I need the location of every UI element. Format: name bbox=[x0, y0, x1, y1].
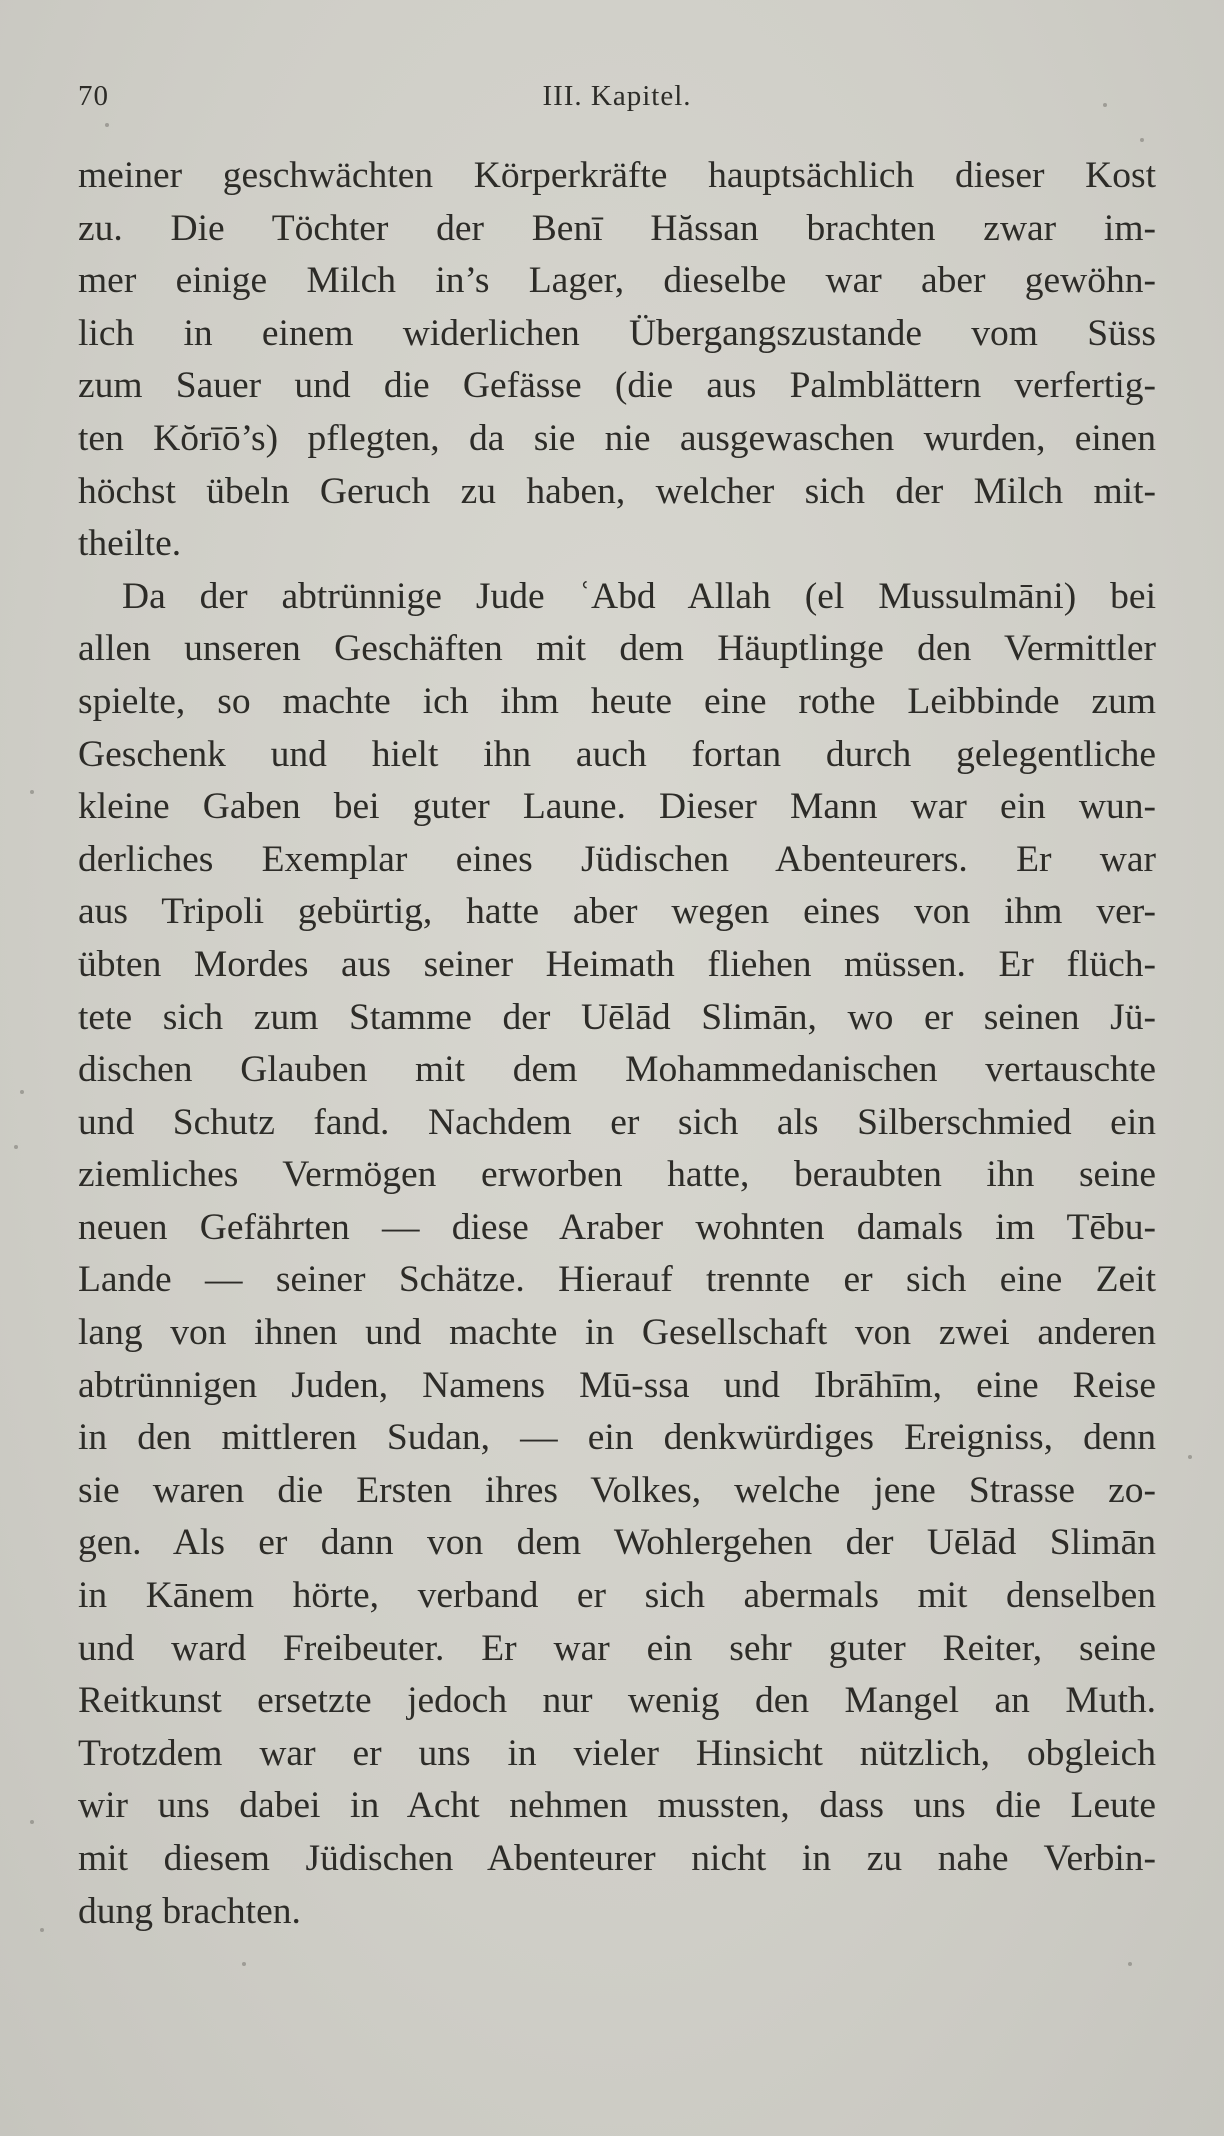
text-line: Reitkunst ersetzte jedoch nur wenig den Mangel an Muth. bbox=[78, 1680, 1156, 1722]
text-line: mit diesem Jüdischen Abenteurer nicht in zu nahe Verbin- bbox=[78, 1838, 1156, 1879]
paper-speck bbox=[20, 1090, 24, 1094]
text-line: tete sich zum Stamme der Uēlād Slimān, wo er seinen Jü- bbox=[78, 996, 1156, 1038]
text-line: meiner geschwächten Körperkräfte hauptsächlich dieser Kost bbox=[78, 155, 1156, 196]
text-line: in den mittleren Sudan, — ein denkwürdiges Ereigniss, denn bbox=[78, 1417, 1156, 1459]
paper-speck bbox=[14, 1145, 18, 1149]
text-line: spielte, so machte ich ihm heute eine rothe Leibbinde zum bbox=[78, 680, 1156, 722]
paper-speck bbox=[30, 790, 34, 794]
text-line: aus Tripoli gebürtig, hatte aber wegen eines von ihm ver- bbox=[78, 891, 1156, 933]
text-line: lang von ihnen und machte in Gesellschaft von zwei anderen bbox=[78, 1312, 1156, 1354]
paper-speck bbox=[1103, 103, 1107, 107]
paper-speck bbox=[242, 1962, 246, 1966]
text-line: Geschenk und hielt ihn auch fortan durch gelegentliche bbox=[78, 733, 1156, 775]
text-line: übten Mordes aus seiner Heimath fliehen müssen. Er flüch- bbox=[78, 943, 1156, 985]
text-line: wir uns dabei in Acht nehmen mussten, dass uns die Leute bbox=[78, 1785, 1156, 1827]
text-line: abtrünnigen Juden, Namens Mū-ssa und Ibrāhīm, eine Reise bbox=[78, 1364, 1156, 1406]
text-line: neuen Gefährten — diese Araber wohnten damals im Tēbu- bbox=[78, 1206, 1156, 1248]
text-line: gen. Als er dann von dem Wohlergehen der Uēlād Slimān bbox=[78, 1522, 1156, 1564]
text-line: und ward Freibeuter. Er war ein sehr guter Reiter, seine bbox=[78, 1627, 1156, 1669]
text-line: zu. Die Töchter der Benī Hăssan brachten zwar im- bbox=[78, 207, 1156, 249]
text-line: in Kānem hörte, verband er sich abermals mit denselben bbox=[78, 1575, 1156, 1617]
paper-speck bbox=[105, 123, 109, 127]
paper-speck bbox=[30, 1820, 34, 1824]
paper-speck bbox=[1188, 1455, 1192, 1459]
text-line: höchst übeln Geruch zu haben, welcher sich der Milch mit- bbox=[78, 470, 1156, 512]
text-line: dung brachten. bbox=[78, 1890, 301, 1932]
text-line: zum Sauer und die Gefässe (die aus Palmblättern verfertig- bbox=[78, 365, 1156, 407]
running-head bbox=[78, 80, 1156, 120]
body-text bbox=[78, 150, 1156, 1938]
chapter-heading: III. Kapitel. bbox=[542, 80, 692, 112]
text-line: ziemliches Vermögen erworben hatte, beraubten ihn seine bbox=[78, 1154, 1156, 1196]
text-line: lich in einem widerlichen Übergangszustande vom Süss bbox=[78, 312, 1156, 354]
text-line: dischen Glauben mit dem Mohammedanischen vertauschte bbox=[78, 1049, 1156, 1091]
text-line: Trotzdem war er uns in vieler Hinsicht nützlich, obgleich bbox=[78, 1732, 1156, 1774]
text-line: kleine Gaben bei guter Laune. Dieser Mann war ein wun- bbox=[78, 786, 1156, 828]
text-line: Lande — seiner Schätze. Hierauf trennte er sich eine Zeit bbox=[78, 1259, 1156, 1301]
paper-speck bbox=[1128, 1962, 1132, 1966]
text-line: theilte. bbox=[78, 523, 182, 565]
paper-speck bbox=[40, 1928, 44, 1932]
text-line: sie waren die Ersten ihres Volkes, welche jene Strasse zo- bbox=[78, 1469, 1156, 1511]
paper-speck bbox=[1140, 138, 1144, 142]
text-line: Da der abtrünnige Jude ʿAbd Allah (el Mussulmāni) bei bbox=[122, 575, 1156, 617]
text-line: mer einige Milch in’s Lager, dieselbe war aber gewöhn- bbox=[78, 260, 1156, 302]
text-line: derliches Exemplar eines Jüdischen Abenteurers. Er war bbox=[78, 838, 1156, 880]
text-line: allen unseren Geschäften mit dem Häuptlinge den Vermittler bbox=[78, 628, 1156, 670]
text-line: ten Kŏrīō’s) pflegten, da sie nie ausgewaschen wurden, einen bbox=[78, 417, 1156, 459]
page-number: 70 bbox=[78, 80, 109, 112]
text-line: und Schutz fand. Nachdem er sich als Silberschmied ein bbox=[78, 1101, 1156, 1143]
